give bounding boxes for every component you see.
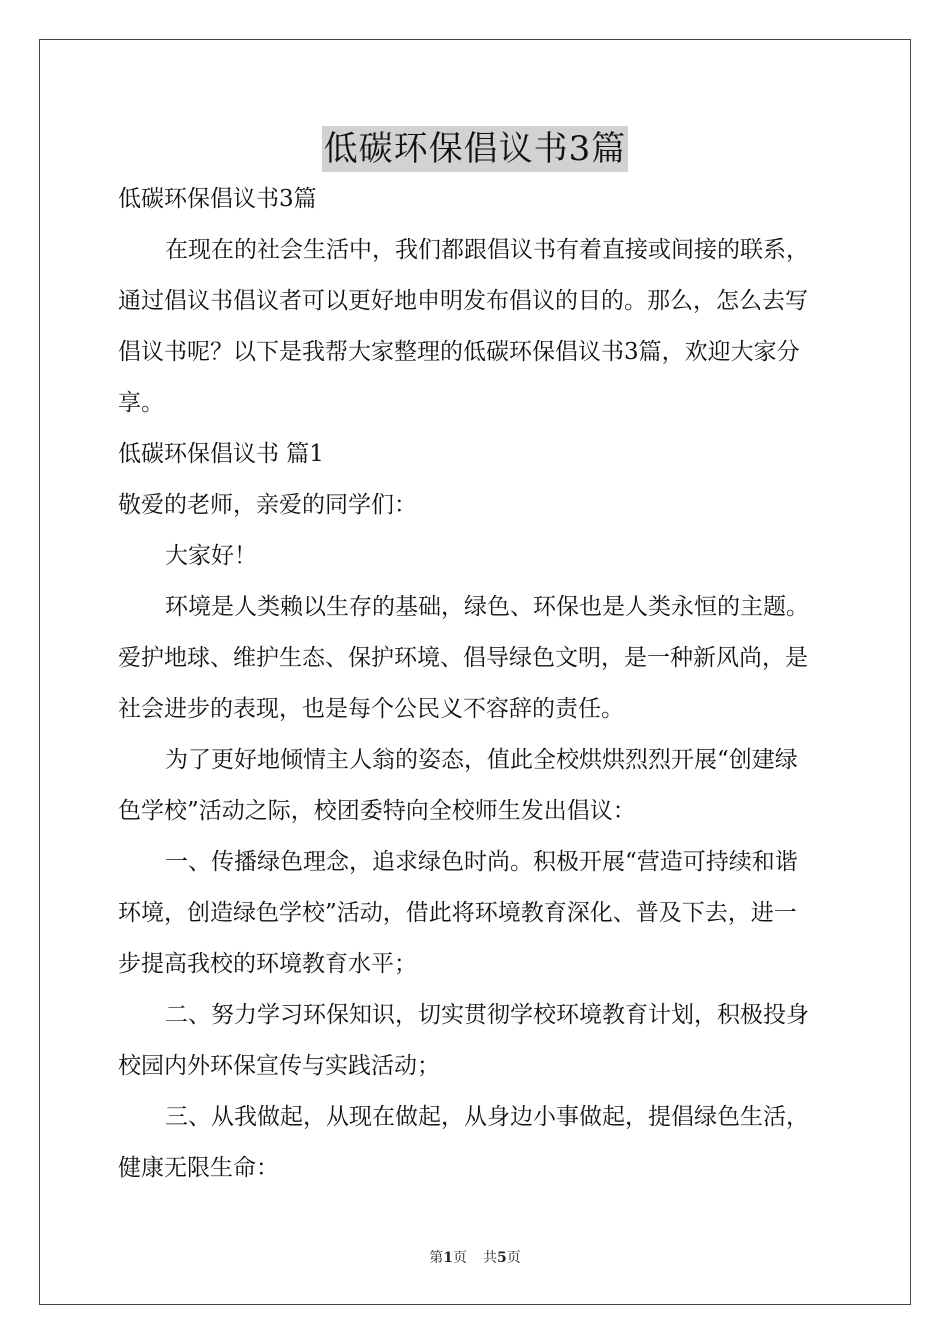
text-line: 环境，创造绿色学校”活动，借此将环境教育深化、普及下去，进一 <box>118 900 797 926</box>
total-pages: 5 <box>497 1250 507 1266</box>
text-line: 社会进步的表现，也是每个公民义不容辞的责任。 <box>118 696 624 722</box>
text-line: 大家好！ <box>165 543 257 569</box>
text-line: 环境是人类赖以生存的基础，绿色、环保也是人类永恒的主题。 <box>165 594 809 620</box>
page-footer <box>0 1247 950 1267</box>
text-line: 通过倡议书倡议者可以更好地申明发布倡议的目的。那么，怎么去写 <box>118 288 808 314</box>
page-number: 1 <box>443 1250 453 1266</box>
text-line: 一、传播绿色理念，追求绿色时尚。积极开展“营造可持续和谐 <box>165 849 798 875</box>
total-prefix: 共 <box>483 1250 497 1266</box>
title-area <box>0 126 950 172</box>
text-line: 敬爱的老师，亲爱的同学们： <box>118 492 417 518</box>
text-line: 爱护地球、维护生态、保护环境、倡导绿色文明，是一种新风尚，是 <box>118 645 808 671</box>
text-line: 健康无限生命： <box>118 1155 279 1181</box>
document-title: 低碳环保倡议书3篇 <box>322 126 629 172</box>
text-line: 为了更好地倾情主人翁的姿态，值此全校烘烘烈烈开展“创建绿 <box>165 747 798 773</box>
text-line: 低碳环保倡议书3篇 <box>118 186 317 212</box>
total-suffix: 页 <box>506 1250 521 1266</box>
text-line: 低碳环保倡议书 篇1 <box>118 441 324 467</box>
page-suffix: 页 <box>453 1250 467 1266</box>
text-line: 步提高我校的环境教育水平； <box>118 951 417 977</box>
text-line: 校园内外环保宣传与实践活动； <box>118 1053 440 1079</box>
text-line: 在现在的社会生活中，我们都跟倡议书有着直接或间接的联系， <box>165 237 809 263</box>
text-line: 享。 <box>118 390 164 416</box>
text-line: 色学校”活动之际，校团委特向全校师生发出倡议： <box>118 798 636 824</box>
text-line: 二、努力学习环保知识，切实贯彻学校环境教育计划，积极投身 <box>165 1002 809 1028</box>
text-line: 三、从我做起，从现在做起，从身边小事做起，提倡绿色生活， <box>165 1104 809 1130</box>
text-line: 倡议书呢？以下是我帮大家整理的低碳环保倡议书3篇，欢迎大家分 <box>118 339 800 365</box>
page-prefix: 第 <box>429 1250 444 1266</box>
document-body <box>118 179 834 1199</box>
